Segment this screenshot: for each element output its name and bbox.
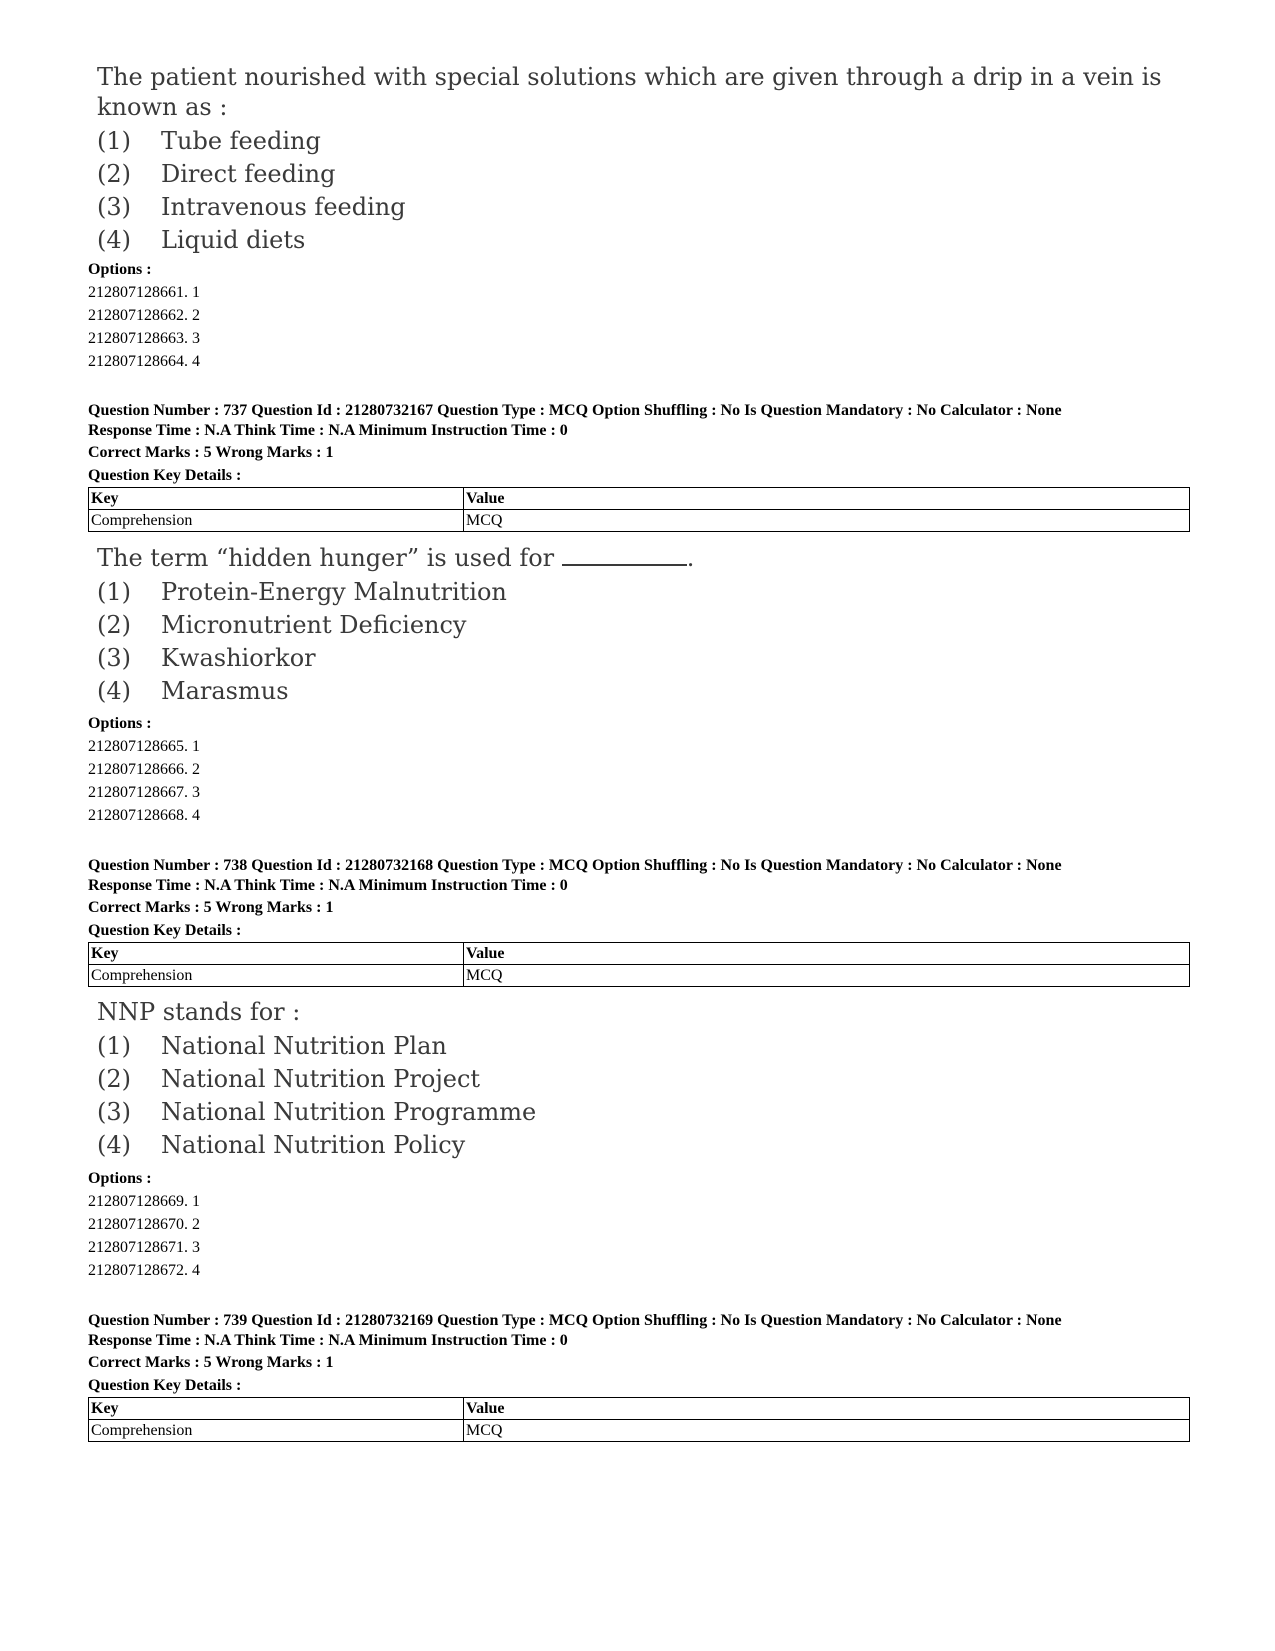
choice-4: (4) Marasmus	[97, 676, 289, 705]
choice-4: (4) Liquid diets	[97, 225, 306, 254]
options-label: Options :	[88, 1170, 152, 1187]
question-timing: Response Time : N.A Think Time : N.A Minimum Instruction Time : 0	[88, 877, 568, 894]
key-details-label: Question Key Details :	[88, 922, 242, 939]
choice-1: (1) Protein-Energy Malnutrition	[97, 577, 507, 606]
question-marks: Correct Marks : 5 Wrong Marks : 1	[88, 1354, 334, 1371]
key-details-label: Question Key Details :	[88, 467, 242, 484]
option-id: 212807128670. 2	[88, 1216, 200, 1233]
option-id: 212807128665. 1	[88, 738, 200, 755]
option-id: 212807128667. 3	[88, 784, 200, 801]
question-timing: Response Time : N.A Think Time : N.A Minimum Instruction Time : 0	[88, 422, 568, 439]
question-marks: Correct Marks : 5 Wrong Marks : 1	[88, 899, 334, 916]
question-stem: NNP stands for :	[97, 998, 301, 1026]
choice-2: (2) Micronutrient Deficiency	[97, 610, 467, 639]
option-id: 212807128662. 2	[88, 307, 200, 324]
choice-1: (1) National Nutrition Plan	[97, 1031, 447, 1060]
option-id: 212807128661. 1	[88, 284, 200, 301]
options-738	[88, 1167, 1190, 1282]
key-details-table	[88, 1397, 1190, 1442]
choice-3: (3) National Nutrition Programme	[97, 1097, 537, 1126]
table-row: Comprehension MCQ	[89, 510, 1190, 532]
options-label: Options :	[88, 715, 152, 732]
question-stem: The patient nourished with special solutions which are given through a drip in a vein is known as :	[97, 63, 1162, 121]
option-id: 212807128663. 3	[88, 330, 200, 347]
choice-4: (4) National Nutrition Policy	[97, 1130, 466, 1159]
table-header-row: Key Value	[89, 1398, 1190, 1420]
table-row: Comprehension MCQ	[89, 965, 1190, 987]
question-738-meta	[88, 856, 1190, 987]
option-id: 212807128671. 3	[88, 1239, 200, 1256]
key-details-label: Question Key Details :	[88, 1377, 242, 1394]
key-details-table	[88, 942, 1190, 987]
key-details-table	[88, 487, 1190, 532]
options-736	[88, 258, 1190, 373]
question-timing: Response Time : N.A Think Time : N.A Minimum Instruction Time : 0	[88, 1332, 568, 1349]
option-id: 212807128669. 1	[88, 1193, 200, 1210]
options-737	[88, 712, 1190, 827]
question-737-image	[97, 543, 1190, 707]
choice-2: (2) Direct feeding	[97, 159, 336, 188]
question-meta: Question Number : 738 Question Id : 21280732168 Question Type : MCQ Option Shuffling : No Is Question Mandatory : No Calculator : None	[88, 857, 1062, 874]
table-header-row: Key Value	[89, 943, 1190, 965]
choice-2: (2) National Nutrition Project	[97, 1064, 481, 1093]
question-739-meta	[88, 1311, 1190, 1442]
table-row: Comprehension MCQ	[89, 1420, 1190, 1442]
option-id: 212807128664. 4	[88, 353, 200, 370]
table-header-row: Key Value	[89, 488, 1190, 510]
option-id: 212807128668. 4	[88, 807, 200, 824]
question-meta: Question Number : 737 Question Id : 21280732167 Question Type : MCQ Option Shuffling : No Is Question Mandatory : No Calculator : None	[88, 402, 1062, 419]
question-736-image	[97, 62, 1190, 256]
option-id: 212807128666. 2	[88, 761, 200, 778]
option-id: 212807128672. 4	[88, 1262, 200, 1279]
choice-3: (3) Intravenous feeding	[97, 192, 406, 221]
question-stem: The term “hidden hunger” is used for .	[97, 544, 695, 572]
answer-blank	[562, 548, 687, 566]
question-738-image	[97, 997, 1190, 1161]
question-737-meta	[88, 401, 1190, 532]
choice-1: (1) Tube feeding	[97, 126, 321, 155]
options-label: Options :	[88, 261, 152, 278]
question-marks: Correct Marks : 5 Wrong Marks : 1	[88, 444, 334, 461]
question-meta: Question Number : 739 Question Id : 21280732169 Question Type : MCQ Option Shuffling : No Is Question Mandatory : No Calculator : None	[88, 1312, 1062, 1329]
choice-3: (3) Kwashiorkor	[97, 643, 316, 672]
